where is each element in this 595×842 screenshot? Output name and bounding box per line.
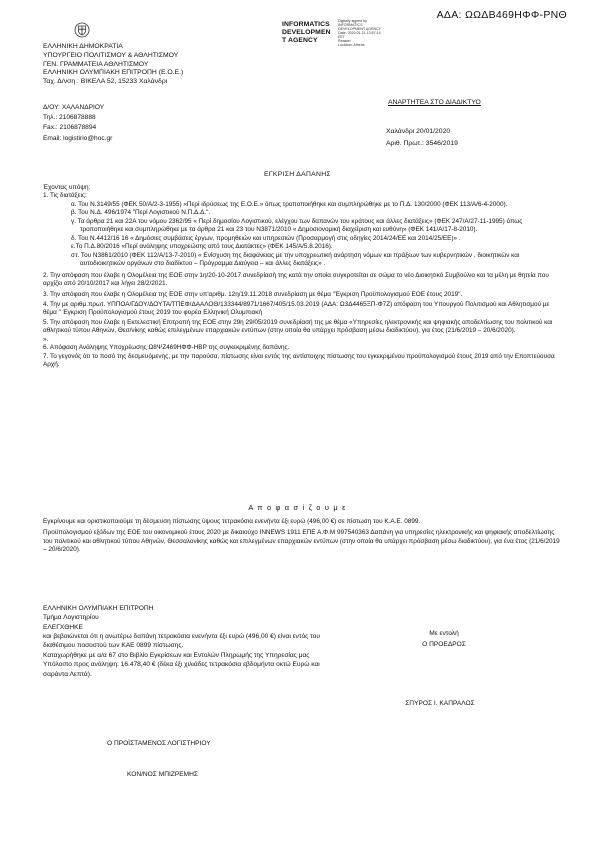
considerations: [43, 184, 563, 370]
president-name: ΣΠΥΡΟΣ Ι. ΚΑΠΡΑΛΟΣ: [405, 700, 475, 707]
greek-emblem-icon: [74, 22, 90, 38]
header-line: ΕΛΛΗΝΙΚΗ ΔΗΜΟΚΡΑΤΙΑ: [43, 43, 123, 50]
checked-text: και βεβαιώνεται ότι η ανωτέρω δαπάνη τετρακόσια ενενήντα έξι ευρώ (496,00 €) είναι εντός του διαθέσιμου ποσοστού των ΚΑΕ 0899 πίστωσης.: [43, 633, 320, 650]
decision-paragraph: Εγκρίνουμε και οριστικοποιούμε τη δέσμευση πίστωσης ύψους τετρακόσια ενενήντα έξι ευρώ (496,00 €) σε πίστωση του Κ.Α.Ε. 0899.: [43, 518, 421, 525]
consideration-item: 6. Απόφαση Ανάληψης Υποχρέωσης Ω8ΨΖ469ΗΦΦ-ΗΒΡ της συγκεκριμένης δαπάνης.: [43, 344, 290, 352]
publish-online-note: ΑΝΑΡΤΗΤΕΑ ΣΤΟ ΔΙΑΔΙΚΤΥΟ: [388, 99, 481, 106]
signature-detail: Reason:: [338, 38, 352, 43]
head-accounting-title: Ο ΠΡΟΪΣΤΑΜΕΝΟΣ ΛΟΓΙΣΤΗΡΙΟΥ: [107, 740, 211, 747]
org-name: ΕΛΛΗΝΙΚΗ ΟΛΥΜΠΙΑΚΗ ΕΠΙΤΡΟΠΗ: [43, 605, 154, 612]
fax: Fax.: 2106878894: [43, 124, 97, 132]
stray-mark: ».: [43, 335, 49, 343]
signer-line: INFORMATICS: [282, 21, 330, 28]
header-line: Ταχ. Δ/νση : ΒΙΚΕΛΑ 52, 15233 Χαλάνδρι: [43, 78, 168, 86]
header-line: ΥΠΟΥΡΓΕΙΟ ΠΟΛΙΤΙΣΜΟΥ & ΑΘΛΗΤΙΣΜΟΥ: [43, 51, 179, 59]
registered-text: Καταχωρήθηκε με α/α 67 στο Βιβλίο Εγκρίσεων και Εντολών Πληρωμής της Υπηρεσίας μας: [43, 651, 310, 659]
phone: Τηλ.: 2106878888: [43, 114, 96, 122]
signature-order: Με εντολή: [429, 630, 459, 637]
protocol-number: Αριθ. Πρωτ.: 3546/2019: [386, 139, 458, 147]
signature-detail: DEVELOPMENT AGENCY: [338, 26, 382, 31]
signature-detail: EET: [338, 34, 345, 39]
law-item: β. Του Ν.Δ. 496/1974 "Περί Λογιστικού Ν.Π.Δ.Δ.".: [71, 209, 211, 217]
intro-line: Έχοντας υπόψη:: [43, 184, 91, 191]
digital-signature-details: [338, 20, 381, 48]
header-line: ΓΕΝ. ΓΡΑΜΜΑΤΕΙΑ ΑΘΛΗΤΙΣΜΟΥ: [43, 60, 149, 68]
law-item: στ. Του Ν3861/2010 (ΦΕΚ 112/Α/13-7-2010) « Ενίσχυση της διαφάνειας με την υποχρεωτική ανάρτηση νόμων και πράξεων των κυβερνητικών , διοικητικών και αυτοδιοικητικών οργάνων στο διαδίκτυο – Πρόγραμμα Διαύγεια – και άλλες διατάξεις» .: [71, 251, 520, 268]
consideration-item: 3. Την απόφαση που έλαβε η Ολομέλεια της ΕΟΕ στην υπ'αριθμ. 12η/19.11.2018 συνεδρίαση με θέμα "Έγκριση Προϋπολογισμού ΕΟΕ έτους 2019".: [43, 291, 463, 299]
tax-office: Δ/ΟΥ: ΧΑΛΑΝΔΡΙΟΥ: [43, 104, 105, 111]
law-item: ε.Το Π.Δ.80/2016 «Περί ανάληψης υποχρεώσης από τους Διατάκτες» (ΦΕΚ 145/Α/5.8.2016).: [71, 243, 333, 251]
ada-code: ΑΔΑ: ΩΩΔΒ469ΗΦΦ-ΡΝΘ: [436, 9, 567, 21]
head-accounting-name: ΚΟΝ/ΝΟΣ ΜΠΙΖΡΕΜΗΣ: [127, 771, 198, 778]
department: Τμήμα Λογιστηρίου: [43, 614, 99, 622]
document-title: ΕΓΚΡΙΣΗ ΔΑΠΑΝΗΣ: [264, 171, 331, 178]
document-date: Χαλάνδρι 20/01/2020: [386, 128, 451, 135]
decision-title: Α π ο φ α σ ί ζ ο υ μ ε: [248, 503, 347, 512]
decision-body: [43, 518, 563, 555]
consideration-item: 2. Την απόφαση που έλαβε η Ολομέλεια της ΕΟΕ στην 1η/20-10-2017 συνεδρίασή της κατά την οποία συγκροτείται σε σώμα το νέο Διοικητικό Συμβούλιο και τα μέλη με θητεία που αρχίζει από 20/10/2017 και λήγει 28/2/2021.: [43, 271, 549, 287]
header-line: ΕΛΛΗΝΙΚΗ ΟΛΥΜΠΙΑΚΗ ΕΠΙΤΡΟΠΗ (Ε.Ο.Ε.): [43, 69, 184, 77]
remaining-amount: Υπόλοιπο προς ανάληψη: 16.478,40 € (δέκα έξι χιλιάδες τετρακόσια εβδομήντα οκτώ Ευρώ και σαράντα Λεπτά).: [43, 661, 320, 678]
signature-detail: Digitally signed by: [338, 19, 367, 23]
item-1-head: 1. Τις διατάξεις:: [43, 192, 87, 200]
contact-info: [43, 103, 112, 144]
accounting-check-block: [43, 604, 333, 679]
date-protocol: [386, 126, 458, 149]
consideration-item: 4. Την με αριθμ.πρωτ. ΥΠΠΟΑ/ΓΔΟΥ/ΔΟΥΤΑ/ΤΠΕΦ/ΔΑΑΛΟΘ/133344/8971/1667/405/15.03.2019 (ΑΔΑ: Ω3Δ4465ΞΠ-Φ7Ζ) απόφαση του Υπουργού Πολιτισμού και Αθλητισμού με θέμα " Έγκριση Προϋπολογισμού έτους 2019 του φορέα Ελληνική Ολυμπιακή: [43, 300, 550, 317]
consideration-item: 5. Την απόφαση που έλαβε η Εκτελεστική Επιτροπή της ΕΟΕ στην 29η 29/05/2019 συνεδρίασή της με θέμα «Υπηρεσίες ηλεκτρονικής και ψηφιακής αποδελτίωσης του πολιτικού και αθλητικού τύπου Αθηνών, Θεσ/νίκης καθώς επιλεγμένων επαρχιακών εντύπων (στην οποία θα υπάρχει πρόσβαση μέσω διαδικτύου), για έτος (21/6/2019 – 20/6/2020).: [43, 318, 553, 335]
decision-paragraph: Προϋπολογισμού εξόδων της ΕΟΕ του οικονομικού έτους 2020 με δικαιούχο INNEWS 1911 ΕΠΕ Α.Φ.Μ 997540363 Δαπάνη για υπηρεσίες ηλεκτρονικής και ψηφιακής αποδελτίωσης του πολιτικού και αθλητικού τύπου Αθηνών, Θεσσαλονίκης καθώς και επιλεγμένων επαρχιακών εντύπων (στην οποία θα υπάρχει πρόσβαση μέσω διαδικτύου), για ένα έτος (21/6/2019 – 20/6/2020).: [43, 529, 560, 554]
law-item: δ. Του Ν.4412/16 16 « Δημόσιες συμβάσεις έργων, προμηθειών και υπηρεσιών (Προσαρμογή στις οδηγίες 2014/24/ΕΕ και 2014/25/ΕΕ)» .: [71, 234, 461, 242]
signature-detail: INFORMATICS: [338, 22, 363, 27]
email: Email: logistirio@hoc.gr: [43, 134, 113, 142]
signature-detail: Date: 2020.01.21 13:57:14: [338, 30, 381, 35]
checked-label: ΕΛΕΓΧΘΗΚΕ: [43, 623, 83, 631]
signature-detail: Location: Athens: [338, 42, 365, 47]
law-item: γ. Τα άρθρα 21 και 22Α του νόμου 2362/95 « Περί δημοσίου Λογιστικού, ελέγχου των δαπανών του κράτους και άλλες διατάξεις» (ΦΕΚ 247/Α/27-11-1995) όπως τροποποιήθηκε και συμπληρώθηκε με τα άρθρα 21 και 23 του Ν3871/2010 « Δημοσιονομική διαχείριση και ευθύνη» (ΦΕΚ 141/Α/17-8-2010).: [71, 217, 523, 234]
issuer-header: [43, 43, 183, 87]
president-role: Ο ΠΡΟΕΔΡΟΣ: [422, 641, 466, 648]
consideration-item: 7. Το γεγονός ότι το ποσό της δεσμευόμενης, με την παρούσα, πίστωσης είναι εντός της αντίστοιχης πίστωσης του εγκεκριμένου προϋπολογισμού έτους 2019 από την Εποπτεύουσα Αρχή.: [43, 352, 555, 369]
signer-line: T AGENCY: [282, 36, 318, 44]
signer-line: DEVELOPMEN: [282, 28, 331, 36]
digital-signature-signer: [282, 21, 331, 44]
law-item: α. Του Ν.3149/55 (ΦΕΚ 50/Α/2-3-1955) «Περί ιδρύσεως της Ε.Ο.Ε.» όπως τροποποιήθηκε και συμπληρώθηκε με το Π.Δ. 130/2000 (ΦΕΚ 113/Α/6-4-2000).: [71, 200, 508, 208]
